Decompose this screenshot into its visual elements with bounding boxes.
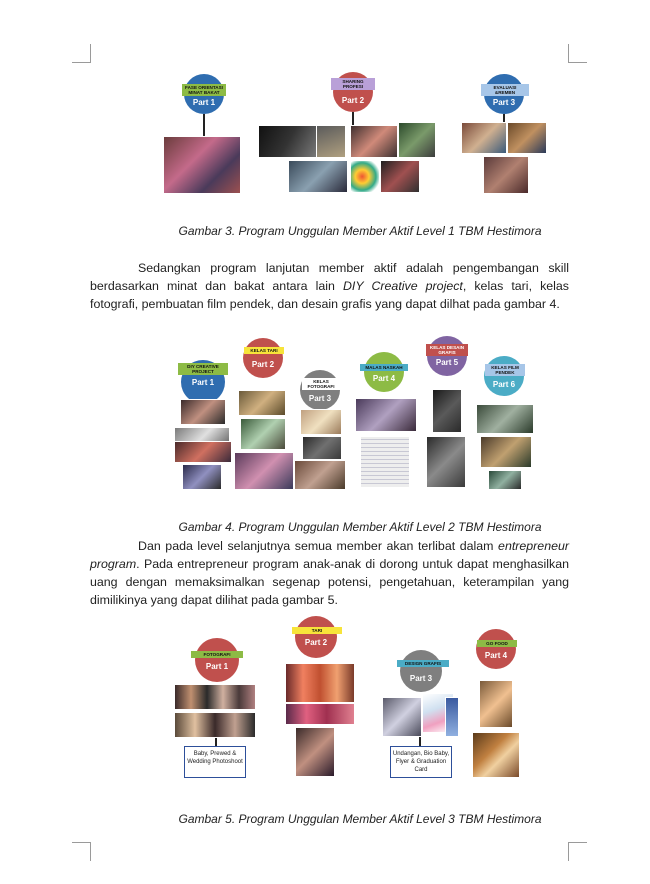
figure4-part2-label: Part 2 (251, 360, 275, 369)
figure3-part2-photo-6 (350, 160, 380, 193)
figure5-part1-caption-box: Baby, Prewed & Wedding Photoshoot (184, 746, 246, 778)
figure4-part3-photo-2 (302, 436, 342, 460)
figure4-part4-photo-1 (355, 398, 417, 432)
figure5-part3-circle (400, 650, 442, 692)
figure3-part3-photo-3 (483, 156, 529, 194)
figure4-part1-photo-3 (174, 441, 232, 463)
figure3-part3-label: Part 3 (492, 98, 516, 107)
figure3-part2-photo-4 (398, 122, 436, 158)
figure5-part2-label: Part 2 (304, 638, 328, 647)
figure3-part1-label: Part 1 (192, 98, 216, 107)
figure3-part1-stem (203, 114, 205, 136)
figure3-part3-photo-2 (507, 122, 547, 154)
figure5-part3-caption-box: Undangan, Bio Baby, Flyer & Graduation Card (390, 746, 452, 778)
figure5-part3-photo-1 (382, 697, 422, 737)
figure5-part2-tag: TARI (292, 627, 342, 634)
figure5-part2-circle (295, 616, 337, 658)
paragraph-2-text-a: Dan pada level selanjutnya semua member akan terlibat dalam (138, 539, 499, 553)
figure4-part1-label: Part 1 (191, 378, 215, 387)
figure4-part4-tag: MALAS NASKAH (360, 364, 408, 371)
paragraph-2-emphasis: entrepreneur program (90, 539, 569, 571)
figure4-part6-photo-1 (476, 404, 534, 434)
paragraph-1-text-a: Sedangkan program lanjutan member aktif adalah pengembangan skill berdasarkan minat dan bakat antara lain (90, 261, 569, 293)
figure3-part2-photo-2 (316, 125, 346, 158)
paragraph-2-text-b: . Pada entrepreneur program anak-anak di dorong untuk dapat menghasilkan uang dengan memaksimalkan segenap potensi, pengetahuan, keterampilan yang dimilikinya yang dapat dilihat pada gambar 5. (90, 557, 569, 607)
figure4-part5-circle (427, 336, 467, 376)
figure4-part2-photo-1 (238, 390, 286, 416)
figure5-part4-circle (476, 629, 516, 669)
paragraph-2 (90, 537, 569, 609)
crop-mark-top-right (568, 44, 587, 63)
figure4-part6-photo-2 (480, 436, 532, 468)
figure3-part2-photo-3 (350, 125, 398, 158)
figure4-part2-photo-2 (240, 418, 286, 450)
figure4-part5-photo-2 (426, 436, 466, 488)
figure3-part2-photo-1 (258, 125, 318, 158)
figure3-part1-tag: FASE ORIENTASI MINAT BAKAT (182, 84, 226, 96)
paragraph-1 (90, 259, 569, 313)
figure5-part4-label: Part 4 (484, 651, 508, 660)
figure3-part2-label: Part 2 (341, 96, 365, 105)
crop-mark-bottom-right (568, 842, 587, 861)
figure3-part2-stem (352, 112, 354, 126)
figure4-part1-photo-1 (180, 399, 226, 425)
figure5-part1-photo-1 (174, 684, 256, 710)
figure5-part1-tag: FOTOGRAFI (191, 651, 243, 658)
figure3-part2-photo-5 (288, 160, 348, 193)
figure4-part3-photo-3 (294, 460, 346, 490)
figure3-part3-photo-1 (461, 122, 507, 154)
figure4-part1-tag: DIY CREATIVE PROJECT (178, 363, 228, 375)
figure5-part2-photo-1 (285, 663, 355, 703)
figure5-part4-photo-2 (472, 732, 520, 778)
figure4-part1-photo-4 (182, 464, 222, 490)
figure4-part5-label: Part 5 (435, 358, 459, 367)
crop-mark-bottom-left (72, 842, 91, 861)
figure4-part4-circle (364, 352, 404, 392)
figure5-part1-photo-2 (174, 712, 256, 738)
figure5-part4-tag: GO FOOD (477, 640, 517, 647)
crop-mark-top-left (72, 44, 91, 63)
figure4-part6-label: Part 6 (492, 380, 516, 389)
figure5-part2-photo-2 (285, 703, 355, 725)
figure5-part1-circle (195, 638, 239, 682)
figure5-part4-photo-1 (479, 680, 513, 728)
figure4-part5-photo-1 (432, 389, 462, 433)
figure4-part3-tag: KELAS FOTOGRAFI (302, 378, 340, 390)
figure4-part2-circle (243, 338, 283, 378)
figure3-part3-tag: EVALUASI &REMBN (481, 84, 529, 96)
figure4-part4-label: Part 4 (372, 374, 396, 383)
figure5-part3-tag: DESIGN GRAFIS (397, 660, 449, 667)
figure4-part2-photo-3 (234, 452, 294, 490)
figure4-part6-photo-3 (488, 470, 522, 490)
figure4-part2-tag: KELAS TARI (244, 347, 284, 354)
figure4-part4-photo-2 (360, 436, 410, 488)
figure4-part6-tag: KELAS FILM PENDEK (485, 364, 525, 376)
figure5-caption: Gambar 5. Program Unggulan Member Aktif Level 3 TBM Hestimora (178, 812, 542, 826)
figure5-part2-photo-3 (295, 727, 335, 777)
figure4-part6-circle (484, 356, 524, 396)
paragraph-1-text-b: , kelas tari, kelas fotografi, pembuatan film pendek, dan desain grafis yang dapat dilhat pada gambar 4. (90, 279, 569, 311)
figure5-part3-photo-3 (445, 697, 459, 737)
figure3-part1-photo (163, 136, 241, 194)
figure4-part3-photo-1 (300, 409, 342, 435)
figure4-part3-label: Part 3 (308, 394, 332, 403)
figure4-caption: Gambar 4. Program Unggulan Member Aktif Level 2 TBM Hestimora (178, 520, 542, 534)
figure3-part2-photo-7 (380, 160, 420, 193)
figure4-part5-tag: KELAS DESAIN GRAFIS (426, 344, 468, 356)
figure5-part3-label: Part 3 (409, 674, 433, 683)
figure4-part3-circle (300, 370, 340, 410)
figure3-part2-tag: SHARING PROFESI (331, 78, 375, 90)
figure3-caption: Gambar 3. Program Unggulan Member Aktif Level 1 TBM Hestimora (178, 224, 542, 238)
figure5-part1-label: Part 1 (205, 662, 229, 671)
paragraph-1-emphasis: DIY Creative project (342, 279, 463, 293)
